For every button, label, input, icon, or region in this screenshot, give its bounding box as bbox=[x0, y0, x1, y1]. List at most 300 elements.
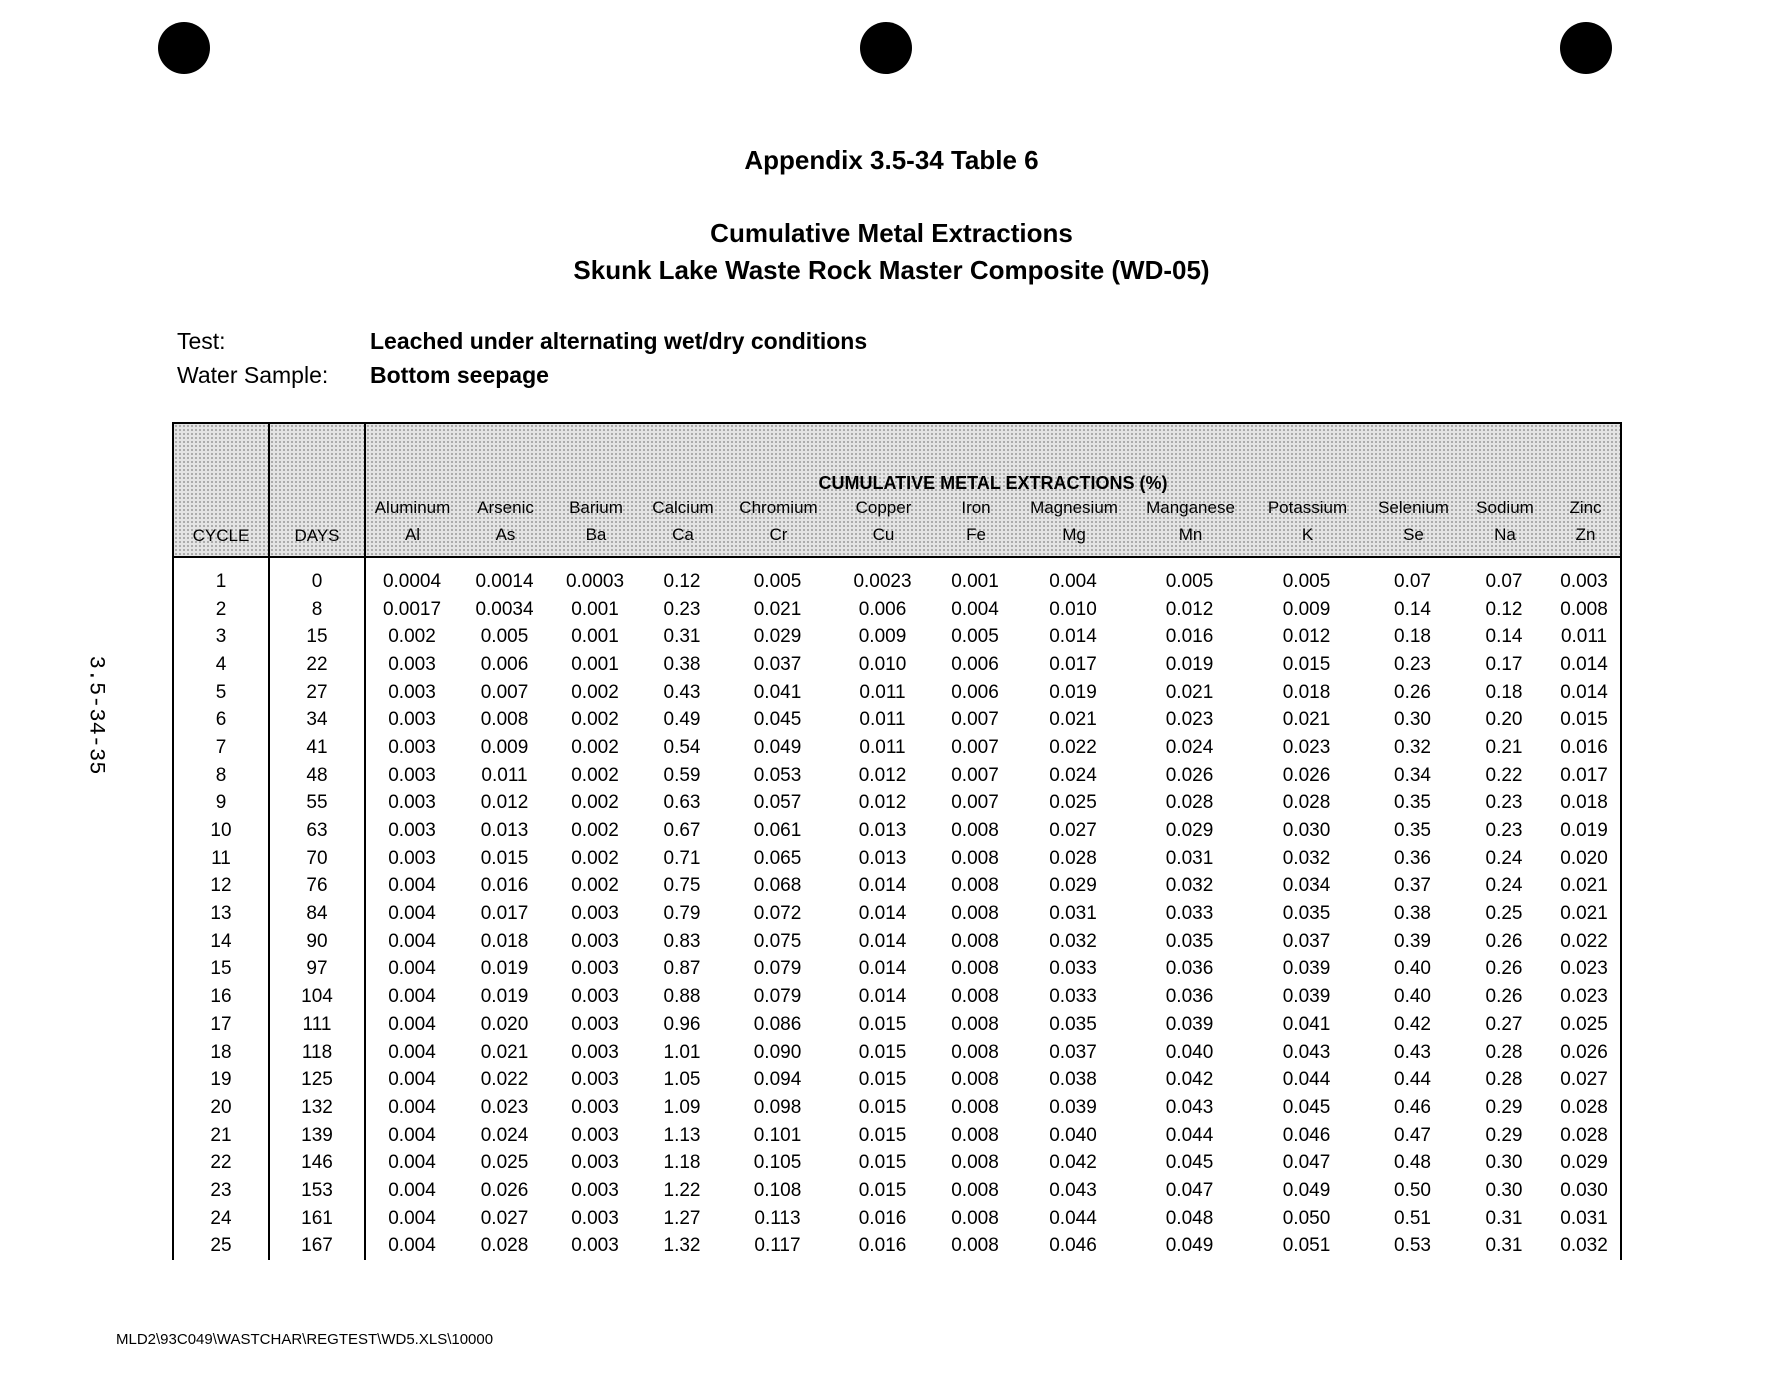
extraction-value-cell: 0.43 bbox=[663, 681, 701, 703]
extraction-value-cell: 0.049 bbox=[1165, 1235, 1214, 1257]
extraction-value-cell: 0.013 bbox=[480, 820, 529, 842]
extraction-value-cell: 0.033 bbox=[1165, 903, 1214, 925]
metal-name: Sodium bbox=[1476, 498, 1534, 517]
cycle-cell: 17 bbox=[173, 1011, 269, 1039]
table-row bbox=[173, 596, 1621, 624]
extraction-value-cell: 0.011 bbox=[859, 681, 906, 703]
extraction-value-cell: 0.011 bbox=[859, 709, 906, 731]
extraction-value-cell: 0.35 bbox=[1394, 792, 1431, 814]
metal-column-header bbox=[1249, 494, 1366, 556]
extraction-value-cell: 1.22 bbox=[663, 1179, 701, 1201]
days-cell: 97 bbox=[269, 956, 365, 984]
extraction-value-cell: 0.046 bbox=[1049, 1235, 1097, 1257]
metal-name: Magnesium bbox=[1030, 498, 1118, 517]
extraction-value-cell: 0.010 bbox=[1049, 598, 1097, 620]
extraction-value-cell: 0.023 bbox=[1165, 709, 1214, 731]
extraction-value-cell: 0.008 bbox=[951, 958, 999, 980]
extraction-value-cell: 0.101 bbox=[753, 1124, 802, 1146]
extraction-value-cell: 0.009 bbox=[858, 626, 907, 648]
extraction-value-cell: 0.008 bbox=[951, 1041, 999, 1063]
extraction-value-cell: 0.004 bbox=[388, 1152, 436, 1174]
extraction-value-cell: 0.031 bbox=[1560, 1207, 1608, 1229]
extraction-value-cell: 0.018 bbox=[1560, 792, 1608, 814]
extraction-value-cell: 0.002 bbox=[571, 681, 619, 703]
extraction-value-cell: 0.003 bbox=[388, 736, 436, 758]
extraction-value-cell: 0.008 bbox=[951, 1124, 999, 1146]
extraction-value-cell: 0.014 bbox=[1560, 681, 1608, 703]
extraction-value-cell: 0.67 bbox=[663, 820, 701, 842]
cycle-cell: 3 bbox=[173, 623, 269, 651]
cycle-cell: 13 bbox=[173, 900, 269, 928]
metal-column-header bbox=[831, 494, 936, 556]
table-row bbox=[173, 1233, 1621, 1261]
extraction-value-cell: 0.008 bbox=[951, 1207, 999, 1229]
extraction-value-cell: 0.014 bbox=[858, 903, 907, 925]
metal-symbol: Ca bbox=[672, 525, 694, 544]
extraction-value-cell: 0.028 bbox=[1049, 847, 1097, 869]
cycle-header: CYCLE bbox=[173, 423, 269, 557]
extraction-value-cell: 0.028 bbox=[480, 1235, 529, 1257]
days-cell: 132 bbox=[269, 1094, 365, 1122]
extraction-value-cell: 0.028 bbox=[1560, 1096, 1608, 1118]
extraction-value-cell: 0.001 bbox=[571, 598, 619, 620]
extraction-value-cell: 0.96 bbox=[663, 1013, 701, 1035]
extraction-value-cell: 0.037 bbox=[753, 653, 802, 675]
extraction-value-cell: 0.07 bbox=[1394, 570, 1431, 592]
extraction-value-cell: 0.019 bbox=[1165, 653, 1214, 675]
extraction-value-cell: 0.53 bbox=[1394, 1235, 1431, 1257]
metal-name: Arsenic bbox=[477, 498, 534, 517]
extraction-value-cell: 0.030 bbox=[1282, 820, 1331, 842]
extraction-value-cell: 0.012 bbox=[1282, 626, 1331, 648]
cycle-cell: 2 bbox=[173, 596, 269, 624]
extraction-value-cell: 0.21 bbox=[1485, 736, 1523, 758]
extraction-value-cell: 0.003 bbox=[571, 1235, 619, 1257]
extraction-value-cell: 0.014 bbox=[858, 958, 907, 980]
extraction-value-cell: 0.013 bbox=[858, 820, 907, 842]
extraction-value-cell: 0.31 bbox=[1485, 1235, 1523, 1257]
table-row bbox=[173, 1066, 1621, 1094]
extraction-value-cell: 0.002 bbox=[571, 792, 619, 814]
extraction-value-cell: 0.113 bbox=[754, 1207, 801, 1229]
table-row bbox=[173, 956, 1621, 984]
extraction-value-cell: 0.008 bbox=[951, 1152, 999, 1174]
extraction-value-cell: 0.003 bbox=[571, 1179, 619, 1201]
extraction-value-cell: 0.016 bbox=[1165, 626, 1214, 648]
cycle-cell: 16 bbox=[173, 983, 269, 1011]
extraction-value-cell: 0.026 bbox=[1282, 764, 1331, 786]
extraction-value-cell: 0.008 bbox=[951, 930, 999, 952]
extraction-value-cell: 0.021 bbox=[1282, 709, 1331, 731]
extraction-value-cell: 0.003 bbox=[388, 709, 436, 731]
metal-column-header bbox=[366, 494, 459, 556]
extraction-value-cell: 0.008 bbox=[951, 1179, 999, 1201]
cycle-cell: 22 bbox=[173, 1149, 269, 1177]
days-cell: 125 bbox=[269, 1066, 365, 1094]
extraction-value-cell: 0.072 bbox=[753, 903, 802, 925]
extraction-value-cell: 0.015 bbox=[1560, 709, 1608, 731]
extraction-value-cell: 0.26 bbox=[1485, 958, 1523, 980]
extraction-value-cell: 0.090 bbox=[753, 1041, 802, 1063]
extraction-value-cell: 0.005 bbox=[480, 626, 529, 648]
extraction-value-cell: 0.002 bbox=[388, 626, 436, 648]
extraction-value-cell: 0.014 bbox=[858, 930, 907, 952]
extraction-value-cell: 0.34 bbox=[1394, 764, 1431, 786]
table-row bbox=[173, 1122, 1621, 1150]
extraction-value-cell: 0.25 bbox=[1485, 903, 1523, 925]
extraction-value-cell: 0.003 bbox=[571, 958, 619, 980]
metal-column-header bbox=[936, 494, 1016, 556]
cycle-cell: 5 bbox=[173, 679, 269, 707]
extraction-value-cell: 0.027 bbox=[480, 1207, 529, 1229]
extraction-value-cell: 0.019 bbox=[480, 958, 529, 980]
table-body bbox=[173, 557, 1621, 1260]
extraction-value-cell: 0.098 bbox=[753, 1096, 802, 1118]
table-row bbox=[173, 1011, 1621, 1039]
metal-symbol: Fe bbox=[966, 525, 986, 544]
days-cell: 90 bbox=[269, 928, 365, 956]
extraction-value-cell: 0.004 bbox=[388, 903, 436, 925]
extraction-value-cell: 0.065 bbox=[753, 847, 802, 869]
extraction-value-cell: 0.029 bbox=[1049, 875, 1097, 897]
extraction-value-cell: 0.004 bbox=[388, 1096, 436, 1118]
table-row bbox=[173, 790, 1621, 818]
metal-column-header bbox=[640, 494, 726, 556]
extraction-value-cell: 0.001 bbox=[571, 626, 619, 648]
extraction-value-cell: 0.011 bbox=[859, 736, 906, 758]
extraction-value-cell: 0.88 bbox=[663, 986, 701, 1008]
metals-header-group bbox=[365, 423, 1621, 557]
extraction-value-cell: 0.020 bbox=[480, 1013, 529, 1035]
extraction-value-cell: 0.28 bbox=[1485, 1041, 1523, 1063]
extraction-value-cell: 0.12 bbox=[663, 570, 701, 592]
extraction-value-cell: 0.40 bbox=[1394, 958, 1431, 980]
extraction-value-cell: 0.009 bbox=[480, 736, 529, 758]
extraction-value-cell: 0.008 bbox=[951, 1069, 999, 1091]
extraction-value-cell: 0.030 bbox=[1560, 1179, 1608, 1201]
cycle-cell: 20 bbox=[173, 1094, 269, 1122]
days-cell: 139 bbox=[269, 1122, 365, 1150]
extraction-value-cell: 0.004 bbox=[388, 930, 436, 952]
extraction-value-cell: 0.008 bbox=[951, 986, 999, 1008]
extraction-value-cell: 0.83 bbox=[663, 930, 701, 952]
extraction-value-cell: 0.051 bbox=[1282, 1235, 1331, 1257]
extraction-value-cell: 0.015 bbox=[858, 1069, 907, 1091]
metal-symbol: Se bbox=[1403, 525, 1424, 544]
extraction-value-cell: 0.039 bbox=[1165, 1013, 1214, 1035]
extraction-value-cell: 0.038 bbox=[1049, 1069, 1097, 1091]
extraction-value-cell: 0.004 bbox=[951, 598, 999, 620]
extraction-value-cell: 0.025 bbox=[480, 1152, 529, 1174]
extraction-value-cell: 0.105 bbox=[753, 1152, 802, 1174]
extraction-value-cell: 0.015 bbox=[858, 1152, 907, 1174]
extraction-value-cell: 0.59 bbox=[663, 764, 701, 786]
extraction-value-cell: 0.044 bbox=[1282, 1069, 1331, 1091]
extraction-value-cell: 0.012 bbox=[480, 792, 529, 814]
extraction-value-cell: 0.87 bbox=[663, 958, 701, 980]
extraction-value-cell: 0.50 bbox=[1394, 1179, 1431, 1201]
days-cell: 55 bbox=[269, 790, 365, 818]
extraction-value-cell: 0.008 bbox=[951, 1096, 999, 1118]
extraction-value-cell: 0.003 bbox=[571, 1069, 619, 1091]
metal-symbol: Mg bbox=[1062, 525, 1086, 544]
extraction-value-cell: 0.028 bbox=[1282, 792, 1331, 814]
extraction-value-cell: 0.061 bbox=[753, 820, 802, 842]
extraction-value-cell: 0.49 bbox=[663, 709, 701, 731]
extraction-value-cell: 0.019 bbox=[480, 986, 529, 1008]
extraction-value-cell: 0.057 bbox=[753, 792, 802, 814]
extraction-value-cell: 0.021 bbox=[753, 598, 802, 620]
punch-hole bbox=[158, 22, 210, 74]
extraction-value-cell: 0.025 bbox=[1049, 792, 1097, 814]
metal-symbol: Cu bbox=[872, 525, 895, 544]
extraction-value-cell: 0.26 bbox=[1394, 681, 1431, 703]
extraction-value-cell: 0.002 bbox=[571, 764, 619, 786]
extraction-value-cell: 0.44 bbox=[1394, 1069, 1431, 1091]
extraction-value-cell: 0.30 bbox=[1485, 1152, 1523, 1174]
extraction-value-cell: 0.003 bbox=[571, 930, 619, 952]
extraction-value-cell: 0.022 bbox=[1049, 736, 1097, 758]
metal-symbol: As bbox=[495, 525, 516, 544]
metal-column-header bbox=[1016, 494, 1132, 556]
extraction-value-cell: 0.24 bbox=[1485, 875, 1523, 897]
cycle-cell: 25 bbox=[173, 1233, 269, 1261]
metal-symbol: K bbox=[1301, 525, 1314, 544]
extraction-value-cell: 0.0017 bbox=[382, 598, 442, 620]
extraction-value-cell: 0.017 bbox=[1049, 653, 1097, 675]
extraction-value-cell: 0.002 bbox=[571, 709, 619, 731]
extraction-value-cell: 0.40 bbox=[1394, 986, 1431, 1008]
extraction-value-cell: 0.51 bbox=[1394, 1207, 1431, 1229]
extraction-value-cell: 0.012 bbox=[1165, 598, 1214, 620]
table-row bbox=[173, 900, 1621, 928]
extraction-value-cell: 0.003 bbox=[571, 1096, 619, 1118]
metal-symbol: Al bbox=[404, 525, 421, 544]
extraction-value-cell: 0.016 bbox=[858, 1235, 907, 1257]
extraction-value-cell: 0.079 bbox=[753, 986, 802, 1008]
extraction-value-cell: 0.048 bbox=[1165, 1207, 1214, 1229]
extraction-value-cell: 0.020 bbox=[1560, 847, 1608, 869]
metal-extractions-table bbox=[172, 422, 1622, 1260]
table-row bbox=[173, 706, 1621, 734]
extraction-value-cell: 0.008 bbox=[951, 1013, 999, 1035]
extraction-value-cell: 0.29 bbox=[1485, 1124, 1523, 1146]
extraction-value-cell: 0.0003 bbox=[565, 570, 625, 592]
extraction-value-cell: 0.015 bbox=[858, 1013, 907, 1035]
extraction-value-cell: 0.037 bbox=[1049, 1041, 1097, 1063]
extraction-value-cell: 0.026 bbox=[1560, 1041, 1608, 1063]
extraction-value-cell: 0.016 bbox=[480, 875, 529, 897]
extraction-value-cell: 0.021 bbox=[1560, 903, 1608, 925]
extraction-value-cell: 0.035 bbox=[1282, 903, 1331, 925]
extraction-value-cell: 0.044 bbox=[1049, 1207, 1097, 1229]
metal-name: Iron bbox=[961, 498, 991, 517]
cycle-cell: 19 bbox=[173, 1066, 269, 1094]
extraction-value-cell: 0.029 bbox=[1560, 1152, 1608, 1174]
extraction-value-cell: 0.021 bbox=[1165, 681, 1214, 703]
extraction-value-cell: 0.028 bbox=[1165, 792, 1214, 814]
days-cell: 84 bbox=[269, 900, 365, 928]
extraction-value-cell: 0.71 bbox=[663, 847, 701, 869]
extraction-value-cell: 0.18 bbox=[1394, 626, 1431, 648]
extraction-value-cell: 0.003 bbox=[388, 653, 436, 675]
extraction-value-cell: 0.008 bbox=[951, 875, 999, 897]
table-row bbox=[173, 557, 1621, 596]
extraction-value-cell: 0.14 bbox=[1485, 626, 1523, 648]
extraction-value-cell: 1.13 bbox=[663, 1124, 701, 1146]
extraction-value-cell: 0.14 bbox=[1394, 598, 1431, 620]
extraction-value-cell: 0.012 bbox=[858, 792, 907, 814]
metal-symbol: Zn bbox=[1575, 525, 1596, 544]
cycle-cell: 23 bbox=[173, 1177, 269, 1205]
extraction-value-cell: 0.0004 bbox=[382, 570, 442, 592]
metal-header-row bbox=[366, 494, 1620, 556]
days-cell: 48 bbox=[269, 762, 365, 790]
extraction-value-cell: 0.014 bbox=[858, 986, 907, 1008]
extraction-value-cell: 0.26 bbox=[1485, 986, 1523, 1008]
extraction-value-cell: 0.029 bbox=[1165, 820, 1214, 842]
extraction-value-cell: 0.0023 bbox=[853, 570, 912, 592]
extraction-value-cell: 0.034 bbox=[1282, 875, 1331, 897]
extraction-value-cell: 0.027 bbox=[1049, 820, 1097, 842]
extraction-value-cell: 0.003 bbox=[571, 1152, 619, 1174]
extraction-value-cell: 0.003 bbox=[388, 764, 436, 786]
extraction-value-cell: 0.003 bbox=[388, 847, 436, 869]
test-value: Leached under alternating wet/dry conditions bbox=[370, 328, 868, 354]
extraction-value-cell: 0.117 bbox=[754, 1235, 801, 1257]
extraction-value-cell: 0.031 bbox=[1049, 903, 1097, 925]
extraction-value-cell: 0.20 bbox=[1485, 709, 1523, 731]
extraction-value-cell: 0.003 bbox=[571, 1013, 619, 1035]
extraction-value-cell: 0.0034 bbox=[475, 598, 534, 620]
extraction-value-cell: 0.004 bbox=[388, 1179, 436, 1201]
extraction-value-cell: 0.018 bbox=[480, 930, 529, 952]
cycle-cell: 14 bbox=[173, 928, 269, 956]
extraction-value-cell: 0.049 bbox=[753, 736, 802, 758]
extraction-value-cell: 0.008 bbox=[1560, 598, 1608, 620]
extraction-value-cell: 0.22 bbox=[1485, 764, 1523, 786]
days-cell: 167 bbox=[269, 1233, 365, 1261]
extraction-value-cell: 0.015 bbox=[858, 1124, 907, 1146]
extraction-value-cell: 0.040 bbox=[1165, 1041, 1214, 1063]
punch-hole bbox=[1560, 22, 1612, 74]
extraction-value-cell: 0.026 bbox=[480, 1179, 529, 1201]
extraction-value-cell: 0.26 bbox=[1485, 930, 1523, 952]
extraction-value-cell: 0.015 bbox=[1282, 653, 1331, 675]
extraction-value-cell: 0.003 bbox=[1560, 570, 1608, 592]
table-row bbox=[173, 845, 1621, 873]
cycle-cell: 6 bbox=[173, 706, 269, 734]
cycle-cell: 18 bbox=[173, 1039, 269, 1067]
extraction-value-cell: 0.047 bbox=[1165, 1179, 1214, 1201]
metal-name: Copper bbox=[855, 498, 912, 517]
extraction-value-cell: 0.42 bbox=[1394, 1013, 1431, 1035]
days-cell: 111 bbox=[269, 1011, 365, 1039]
extraction-value-cell: 0.010 bbox=[858, 653, 907, 675]
extraction-value-cell: 0.047 bbox=[1282, 1152, 1331, 1174]
extraction-value-cell: 0.011 bbox=[481, 764, 528, 786]
table-row bbox=[173, 1039, 1621, 1067]
extraction-value-cell: 0.009 bbox=[1282, 598, 1331, 620]
extraction-value-cell: 0.008 bbox=[480, 709, 529, 731]
extraction-value-cell: 0.007 bbox=[951, 764, 999, 786]
extraction-value-cell: 0.31 bbox=[1485, 1207, 1523, 1229]
extraction-value-cell: 0.36 bbox=[1394, 847, 1431, 869]
extraction-value-cell: 0.023 bbox=[480, 1096, 529, 1118]
cycle-cell: 7 bbox=[173, 734, 269, 762]
table-row bbox=[173, 1205, 1621, 1233]
extraction-value-cell: 0.003 bbox=[571, 1041, 619, 1063]
metal-name: Barium bbox=[569, 498, 623, 517]
table-row bbox=[173, 1094, 1621, 1122]
extraction-value-cell: 1.32 bbox=[663, 1235, 701, 1257]
extraction-value-cell: 0.003 bbox=[388, 820, 436, 842]
extraction-value-cell: 0.17 bbox=[1485, 653, 1523, 675]
extraction-value-cell: 0.027 bbox=[1560, 1069, 1608, 1091]
cycle-cell: 4 bbox=[173, 651, 269, 679]
days-cell: 22 bbox=[269, 651, 365, 679]
extraction-value-cell: 0.63 bbox=[663, 792, 701, 814]
table-row bbox=[173, 623, 1621, 651]
extraction-value-cell: 0.004 bbox=[388, 958, 436, 980]
extraction-value-cell: 0.036 bbox=[1165, 958, 1214, 980]
extraction-value-cell: 0.002 bbox=[571, 875, 619, 897]
extraction-value-cell: 0.017 bbox=[1560, 764, 1608, 786]
extraction-value-cell: 0.015 bbox=[480, 847, 529, 869]
footer-file-path: MLD2\93C049\WASTCHAR\REGTEST\WD5.XLS\10000 bbox=[116, 1331, 494, 1348]
extraction-value-cell: 0.028 bbox=[1560, 1124, 1608, 1146]
extraction-value-cell: 0.006 bbox=[951, 681, 999, 703]
cycle-cell: 21 bbox=[173, 1122, 269, 1150]
extraction-value-cell: 0.23 bbox=[1394, 653, 1431, 675]
extraction-value-cell: 0.004 bbox=[388, 1013, 436, 1035]
extraction-value-cell: 0.023 bbox=[1560, 958, 1608, 980]
table-row bbox=[173, 679, 1621, 707]
extraction-value-cell: 0.040 bbox=[1049, 1124, 1097, 1146]
extraction-value-cell: 0.039 bbox=[1049, 1096, 1097, 1118]
extraction-value-cell: 0.019 bbox=[1049, 681, 1097, 703]
extraction-value-cell: 0.23 bbox=[1485, 792, 1523, 814]
extraction-value-cell: 0.018 bbox=[1282, 681, 1331, 703]
cycle-cell: 15 bbox=[173, 956, 269, 984]
table-row bbox=[173, 762, 1621, 790]
extraction-value-cell: 0.024 bbox=[1165, 736, 1214, 758]
extraction-value-cell: 0.032 bbox=[1049, 930, 1097, 952]
cycle-cell: 1 bbox=[173, 557, 269, 596]
extraction-value-cell: 0.007 bbox=[480, 681, 529, 703]
extraction-value-cell: 0.014 bbox=[1560, 653, 1608, 675]
extraction-value-cell: 0.015 bbox=[858, 1041, 907, 1063]
days-cell: 63 bbox=[269, 817, 365, 845]
extraction-value-cell: 1.18 bbox=[663, 1152, 701, 1174]
extraction-value-cell: 0.008 bbox=[951, 1235, 999, 1257]
metal-column-header bbox=[1461, 494, 1549, 556]
extraction-value-cell: 0.008 bbox=[951, 820, 999, 842]
test-label: Test: bbox=[177, 328, 226, 354]
metal-column-header bbox=[1132, 494, 1249, 556]
extraction-value-cell: 0.022 bbox=[1560, 930, 1608, 952]
extraction-value-cell: 0.015 bbox=[858, 1179, 907, 1201]
extraction-value-cell: 0.023 bbox=[1282, 736, 1331, 758]
extraction-value-cell: 0.003 bbox=[571, 1207, 619, 1229]
extraction-value-cell: 0.004 bbox=[1049, 570, 1097, 592]
group-header: CUMULATIVE METAL EXTRACTIONS (%) bbox=[818, 473, 1168, 493]
extraction-value-cell: 0.43 bbox=[1394, 1041, 1431, 1063]
extraction-value-cell: 0.029 bbox=[753, 626, 802, 648]
table-row bbox=[173, 651, 1621, 679]
extraction-value-cell: 0.035 bbox=[1049, 1013, 1097, 1035]
extraction-value-cell: 0.005 bbox=[951, 626, 999, 648]
